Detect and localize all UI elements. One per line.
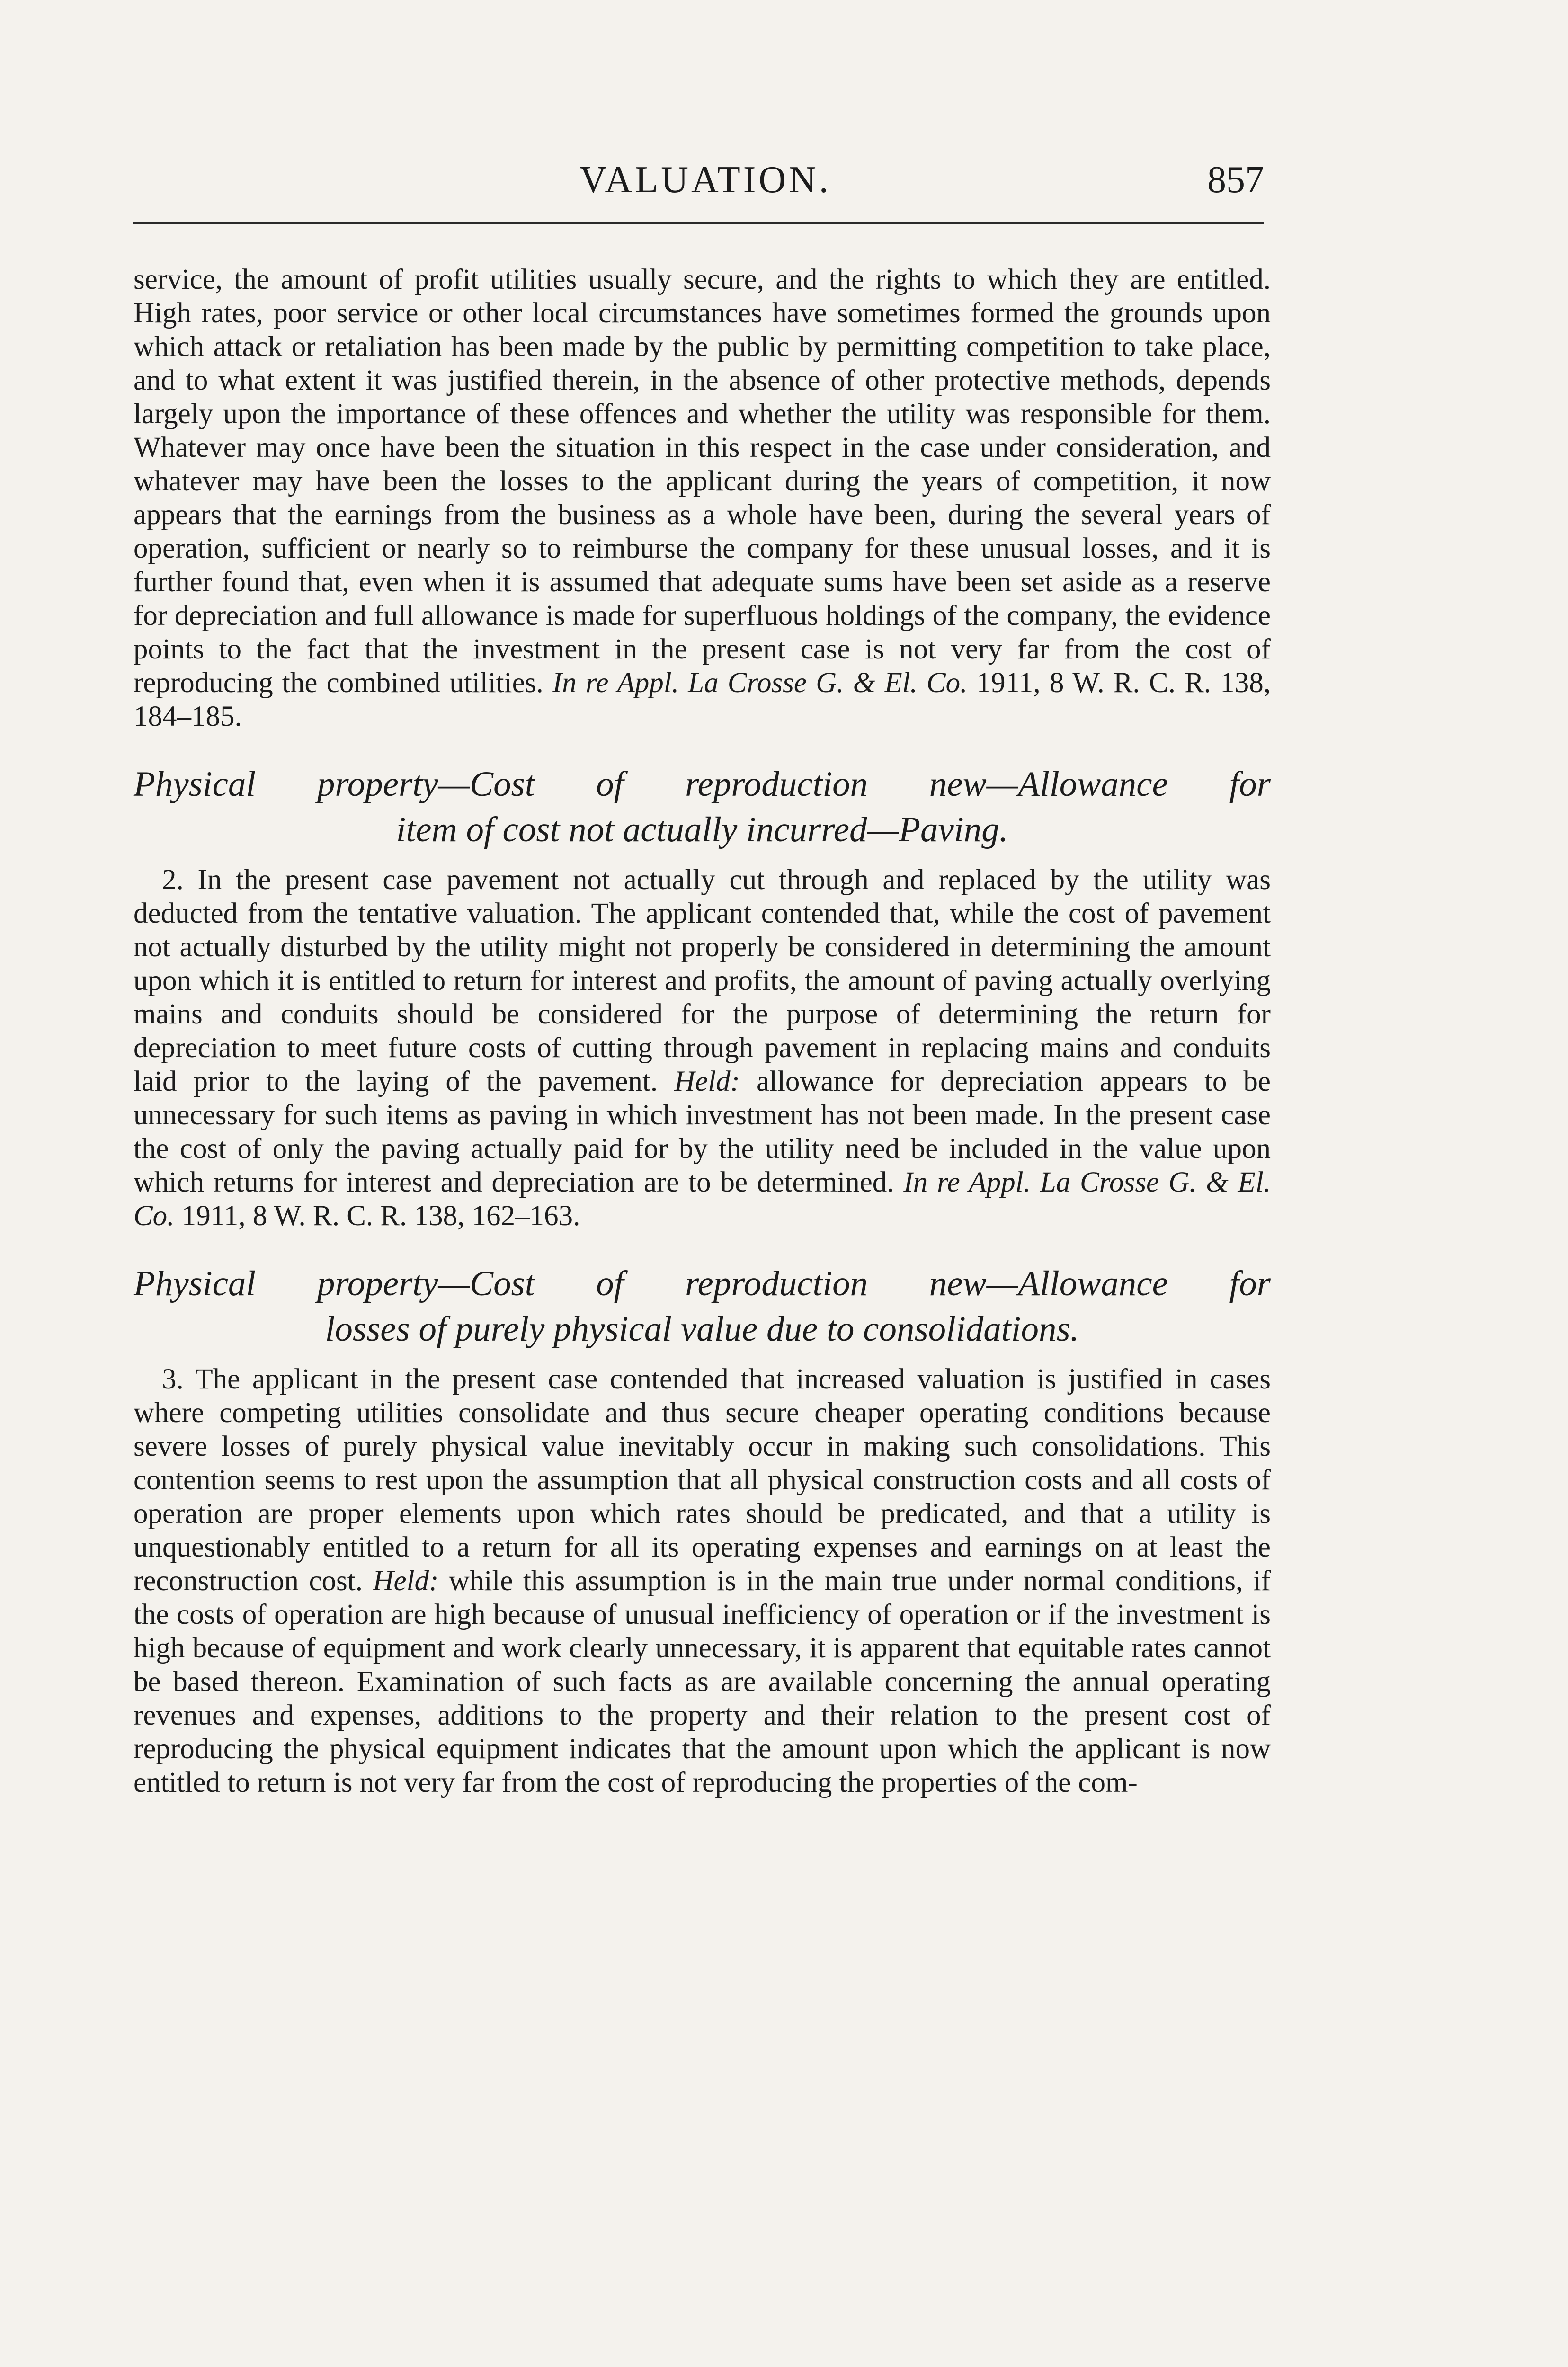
- citation-reference: 1911, 8 W. R. C. R. 138, 184–185.: [134, 667, 1271, 732]
- case-citation: In re Appl. La Crosse G. & El. Co.: [552, 667, 968, 699]
- heading-line-1: Physical property—Cost of reproduction new—Allowance for: [134, 765, 1271, 804]
- held-text: while this assumption is in the main true under normal conditions, if the costs of operation are high because of unusual inefficiency of operation or if the investment is high because of equipment and work clearly unnecessary, it is apparent that equitable rates cannot be based thereon. Examination of such facts as are available concerning the annual operating revenues and expenses, additions to the property and their relation to the present cost of reproducing the physical equipment indicates that the amount upon which the applicant is now entitled to return is not very far from the cost of reproducing the properties of the com-: [134, 1565, 1271, 1798]
- header-rule: [133, 222, 1264, 224]
- held-text: allowance for depreciation appears to be unnecessary for such items as paving in which investment has not been made. In the present case the cost of only the paving actually paid for by the utility need be included in the value upon which returns for interest and depreciation are to be determined.: [134, 1066, 1271, 1198]
- section-heading-consolidations: [134, 1261, 1271, 1352]
- running-head: [133, 156, 1278, 213]
- heading-line-2: item of cost not actually incurred—Paving.: [396, 810, 1008, 849]
- paragraph-3: [134, 1362, 1271, 1799]
- running-title: VALUATION.: [579, 159, 831, 201]
- body-text: [134, 263, 1271, 1799]
- citation-reference: 1911, 8 W. R. C. R. 138, 162–163.: [181, 1200, 580, 1232]
- paragraph-text: 2. In the present case pavement not actually cut through and replaced by the utility was deducted from the tentative valuation. The applicant contended that, while the cost of pavement not actually disturbed by the utility might not properly be considered in determining the amount upon which it is entitled to return for interest and profits, the amount of paving actually overlying mains and conduits should be considered for the purpose of determining the return for depreciation to meet future costs of cutting through pavement in replacing mains and conduits laid prior to the laying of the pavement.: [134, 864, 1271, 1097]
- paragraph-text: service, the amount of profit utilities usually secure, and the rights to which they are entitled. High rates, poor service or other local circumstances have sometimes formed the grounds upon which attack or retaliation has been made by the public by permitting competition to take place, and to what extent it was justified therein, in the absence of other protective methods, depends largely upon the importance of these offences and whether the utility was responsible for them. Whatever may once have been the situation in this respect in the case under consideration, and whatever may have been the losses to the applicant during the years of competition, it now appears that the earnings from the business as a whole have been, during the several years of operation, sufficient or nearly so to reimburse the company for these unusual losses, and it is further found that, even when it is assumed that adequate sums have been set aside as a reserve for depreciation and full allowance is made for superfluous holdings of the company, the evidence points to the fact that the investment in the present case is not very far from the cost of reproducing the combined utilities.: [134, 264, 1271, 699]
- paragraph-2: [134, 863, 1271, 1233]
- paragraph-text: 3. The applicant in the present case contended that increased valuation is justified in cases where competing utilities consolidate and thus secure cheaper operating conditions because severe losses of purely physical value inevitably occur in making such consolidations. This contention seems to rest upon the assumption that all physical construction costs and all costs of operation are proper elements upon which rates should be predicated, and that a utility is unquestionably entitled to a return for all its operating expenses and earnings on at least the reconstruction cost.: [134, 1363, 1271, 1597]
- held-label: Held:: [674, 1066, 740, 1097]
- heading-line-2: losses of purely physical value due to consolidations.: [325, 1309, 1079, 1349]
- page-number: 857: [1207, 159, 1264, 201]
- section-heading-paving: [134, 762, 1271, 853]
- case-citation: In re Appl. La Crosse G. & El. Co.: [134, 1166, 1271, 1232]
- held-label: Held:: [373, 1565, 439, 1597]
- paragraph-continued: [134, 263, 1271, 733]
- heading-line-1: Physical property—Cost of reproduction new—Allowance for: [134, 1264, 1271, 1303]
